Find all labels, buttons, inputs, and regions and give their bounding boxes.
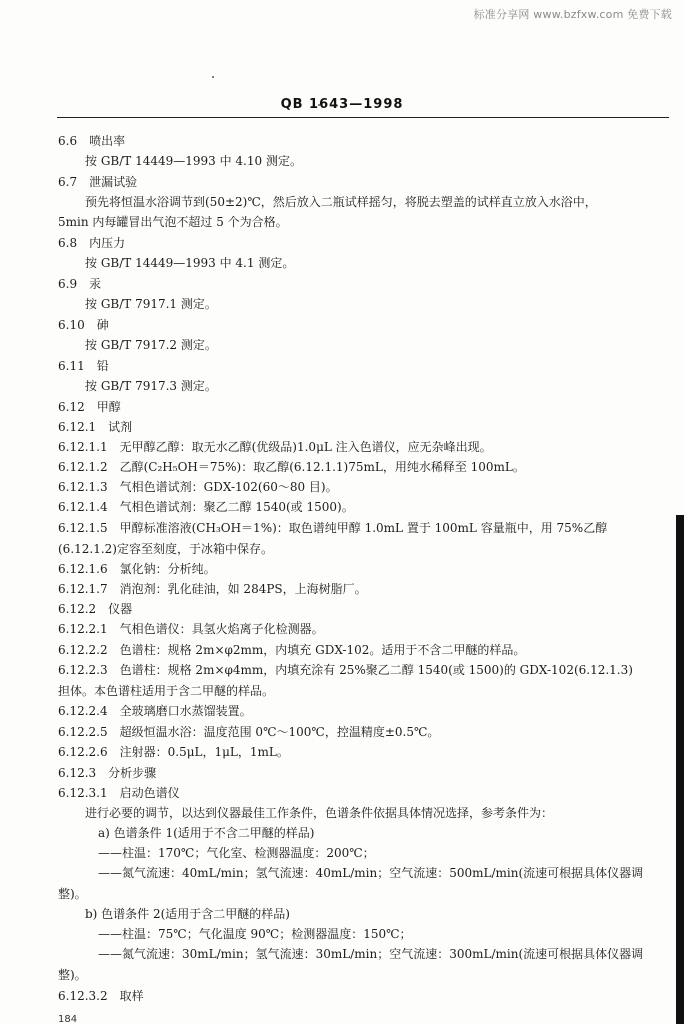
section-heading: 6.12 甲醇 — [58, 400, 121, 414]
clause-line: 6.12.1.2 乙醇(C₂H₅OH＝75%)：取乙醇(6.12.1.1)75mL，用纯水稀释至 100mL。 — [58, 460, 525, 474]
section-heading: 6.7 泄漏试验 — [58, 175, 138, 189]
list-item: b) 色谱条件 2(适用于含二甲醚的样品) — [85, 907, 290, 921]
scan-speck — [212, 76, 214, 78]
paragraph-line: 按 GB/T 7917.1 测定。 — [85, 297, 217, 311]
header-rule — [57, 117, 669, 118]
section-heading: 6.8 内压力 — [58, 236, 126, 250]
list-item: ——柱温：75℃；气化温度 90℃；检测器温度：150℃； — [98, 927, 412, 941]
paragraph-line: 担体。本色谱柱适用于含二甲醚的样品。 — [58, 684, 275, 698]
paragraph-line: (6.12.1.2)定容至刻度，于冰箱中保存。 — [58, 542, 273, 556]
watermark: 标准分享网 www.bzfxw.com 免费下载 — [473, 8, 672, 21]
section-heading: 6.12.3.2 取样 — [58, 989, 144, 1003]
clause-line: 6.12.1.7 消泡剂：乳化硅油，如 284PS，上海树脂厂。 — [58, 582, 367, 596]
scan-margin-bar — [676, 515, 684, 1024]
clause-line: 6.12.2.3 色谱柱：规格 2m×φ4mm，内填充涂有 25%聚乙二醇 1540(或 1500)的 GDX-102(6.12.1.3) — [58, 663, 633, 677]
section-heading: 6.6 喷出率 — [58, 134, 126, 148]
section-heading: 6.9 汞 — [58, 277, 102, 291]
section-heading: 6.12.2 仪器 — [58, 602, 133, 616]
section-heading: 6.11 铅 — [58, 359, 109, 373]
clause-line: 6.12.1.3 气相色谱试剂：GDX-102(60～80 目)。 — [58, 480, 338, 494]
paragraph-line: 整)。 — [58, 887, 87, 901]
section-heading: 6.12.3 分析步骤 — [58, 766, 157, 780]
list-item: a) 色谱条件 1(适用于不含二甲醚的样品) — [98, 826, 315, 840]
standard-code: QB 1643—1998 — [280, 97, 404, 112]
section-heading: 6.10 砷 — [58, 318, 109, 332]
paragraph-line: 整)。 — [58, 968, 87, 982]
paragraph-line: 按 GB/T 7917.2 测定。 — [85, 338, 217, 352]
paragraph-line: 按 GB/T 14449—1993 中 4.10 测定。 — [85, 154, 302, 168]
clause-line: 6.12.2.2 色谱柱：规格 2m×φ2mm，内填充 GDX-102。适用于不含二甲醚的样品。 — [58, 643, 526, 657]
list-item: ——氮气流速：30mL/min；氢气流速：30mL/min；空气流速：300mL/min(流速可根据具体仪器调 — [98, 947, 644, 961]
paragraph-line: 进行必要的调节，以达到仪器最佳工作条件，色谱条件依据具体情况选择，参考条件为： — [85, 806, 554, 820]
paragraph-line: 按 GB/T 7917.3 测定。 — [85, 379, 217, 393]
clause-line: 6.12.1.5 甲醇标准溶液(CH₃OH＝1%)：取色谱纯甲醇 1.0mL 置于 100mL 容量瓶中，用 75%乙醇 — [58, 521, 608, 535]
section-heading: 6.12.3.1 启动色谱仪 — [58, 786, 180, 800]
clause-line: 6.12.2.5 超级恒温水浴：温度范围 0℃～100℃，控温精度±0.5℃。 — [58, 725, 440, 739]
clause-line: 6.12.2.4 全玻璃磨口水蒸馏装置。 — [58, 704, 252, 718]
page-number: 184 — [58, 1014, 78, 1024]
paragraph-line: 按 GB/T 14449—1993 中 4.1 测定。 — [85, 256, 295, 270]
clause-line: 6.12.2.6 注射器：0.5μL，1μL，1mL。 — [58, 745, 289, 759]
list-item: ——柱温：170℃；气化室、检测器温度：200℃； — [98, 846, 375, 860]
clause-line: 6.12.1.4 气相色谱试剂：聚乙二醇 1540(或 1500)。 — [58, 500, 354, 514]
clause-line: 6.12.1.6 氯化钠：分析纯。 — [58, 562, 216, 576]
clause-line: 6.12.1.1 无甲醇乙醇：取无水乙醇(优级品)1.0μL 注入色谱仪，应无杂峰出现。 — [58, 440, 492, 454]
list-item: ——氮气流速：40mL/min；氢气流速：40mL/min；空气流速：500mL/min(流速可根据具体仪器调 — [98, 866, 644, 880]
clause-line: 6.12.2.1 气相色谱仪：具氢火焰离子化检测器。 — [58, 622, 324, 636]
paragraph-line: 5min 内每罐冒出气泡不超过 5 个为合格。 — [58, 215, 288, 229]
section-heading: 6.12.1 试剂 — [58, 420, 133, 434]
paragraph-line: 预先将恒温水浴调节到(50±2)℃，然后放入二瓶试样摇匀，将脱去塑盖的试样直立放入水浴中， — [85, 195, 597, 209]
